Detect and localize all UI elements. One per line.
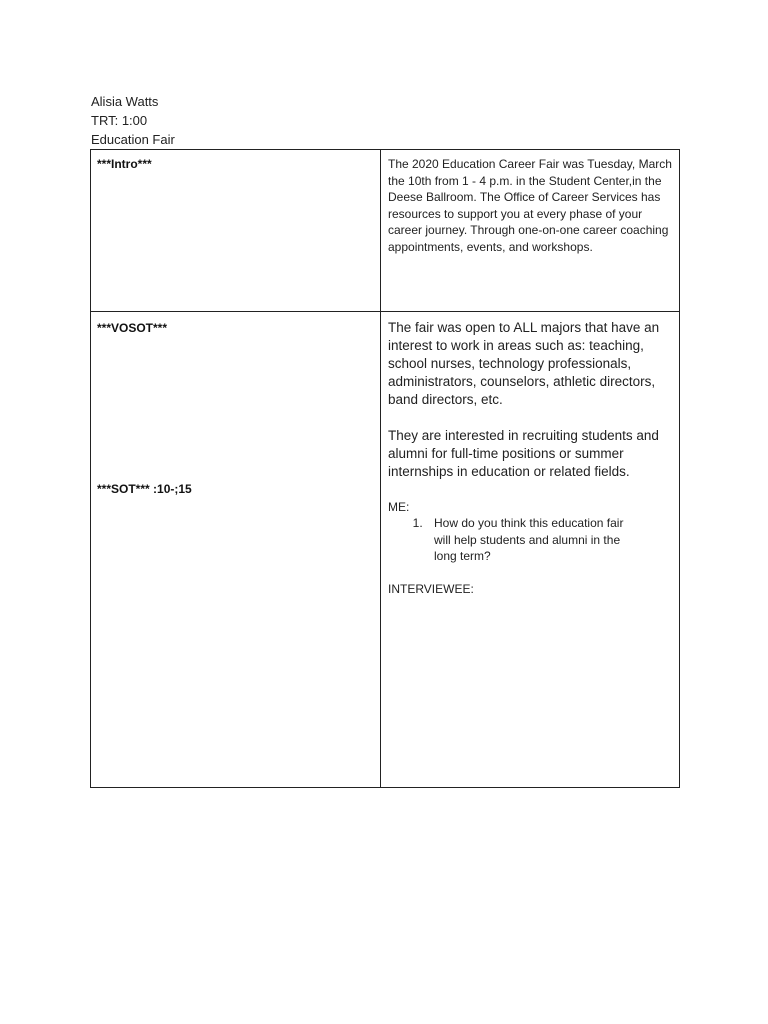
total-running-time: TRT: 1:00 xyxy=(91,113,148,128)
interviewee-label: INTERVIEWEE: xyxy=(388,581,474,596)
script-header xyxy=(91,92,175,149)
interview-questions xyxy=(381,515,679,565)
sot-cue: ***SOT*** :10-;15 xyxy=(97,482,192,496)
vosot-cue-cell xyxy=(91,312,381,788)
me-label: ME: xyxy=(388,500,410,514)
author-name: Alisia Watts xyxy=(91,94,159,109)
vosot-copy-cell xyxy=(381,312,680,788)
intro-copy: The 2020 Education Career Fair was Tuesday, March the 10th from 1 - 4 p.m. in the Student Center,in the Deese Ballroom. The Office of Career Services has resources to support you at every phase of your career journey. Through one-on-one career coaching appointments, events, and workshops. xyxy=(388,157,672,254)
vosot-cue: ***VOSOT*** xyxy=(97,321,168,335)
intro-cue-cell xyxy=(91,150,381,312)
interview-question: 1. How do you think this education fair will help students and alumni in the long term? xyxy=(426,515,679,565)
story-title: Education Fair xyxy=(91,132,175,147)
intro-row xyxy=(91,150,680,312)
vosot-paragraph-1: The fair was open to ALL majors that have an interest to work in areas such as: teaching, school nurses, technology professionals, administrators, counselors, athletic directors, band directors, etc. xyxy=(388,320,660,407)
intro-cue: ***Intro*** xyxy=(97,157,152,171)
script-table xyxy=(90,149,680,788)
intro-copy-cell xyxy=(381,150,680,312)
vosot-row xyxy=(91,312,680,788)
vosot-paragraph-2: They are interested in recruiting students and alumni for full-time positions or summer internships in education or related fields. xyxy=(388,428,659,479)
